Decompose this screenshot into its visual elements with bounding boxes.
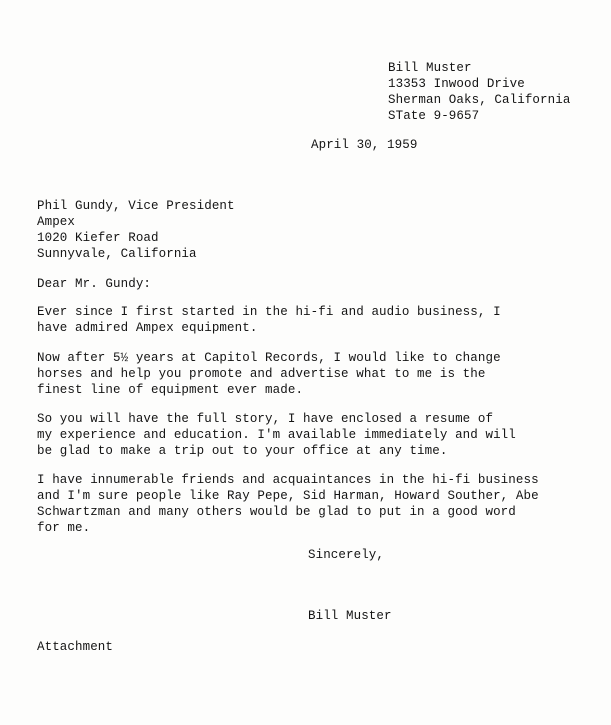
paragraph-1	[37, 304, 501, 336]
attachment-note: Attachment	[37, 640, 114, 654]
paragraph-line: Now after 5½ years at Capitol Records, I would like to change	[37, 351, 501, 365]
paragraph-line: my experience and education. I'm available immediately and will	[37, 428, 516, 442]
paragraph-line: Schwartzman and many others would be glad to put in a good word	[37, 505, 516, 519]
paragraph-line: So you will have the full story, I have enclosed a resume of	[37, 412, 494, 426]
paragraph-line: Ever since I first started in the hi-fi and audio business, I	[37, 305, 501, 319]
sender-name: Bill Muster	[388, 61, 472, 75]
paragraph-line: be glad to make a trip out to your office at any time.	[37, 444, 448, 458]
paragraph-line: I have innumerable friends and acquaintances in the hi-fi business	[37, 473, 539, 487]
recipient-company: Ampex	[37, 215, 76, 229]
paragraph-line: and I'm sure people like Ray Pepe, Sid Harman, Howard Souther, Abe	[37, 489, 539, 503]
letter-date: April 30, 1959	[311, 138, 418, 152]
paragraph-line: have admired Ampex equipment.	[37, 321, 258, 335]
paragraph-2	[37, 350, 501, 398]
recipient-city: Sunnyvale, California	[37, 247, 197, 261]
paragraph-line: horses and help you promote and advertise what to me is the	[37, 367, 486, 381]
recipient-name-title: Phil Gundy, Vice President	[37, 199, 235, 213]
signature-name: Bill Muster	[308, 609, 392, 623]
recipient-address	[37, 198, 235, 262]
sender-city: Sherman Oaks, California	[388, 93, 571, 107]
recipient-street: 1020 Kiefer Road	[37, 231, 159, 245]
sender-phone: STate 9-9657	[388, 109, 480, 123]
closing: Sincerely,	[308, 548, 385, 562]
sender-address	[388, 60, 570, 124]
paragraph-3	[37, 411, 516, 459]
sender-street: 13353 Inwood Drive	[388, 77, 525, 91]
salutation: Dear Mr. Gundy:	[37, 277, 152, 291]
paragraph-line: for me.	[37, 521, 91, 535]
paragraph-4	[37, 472, 539, 536]
paragraph-line: finest line of equipment ever made.	[37, 383, 304, 397]
